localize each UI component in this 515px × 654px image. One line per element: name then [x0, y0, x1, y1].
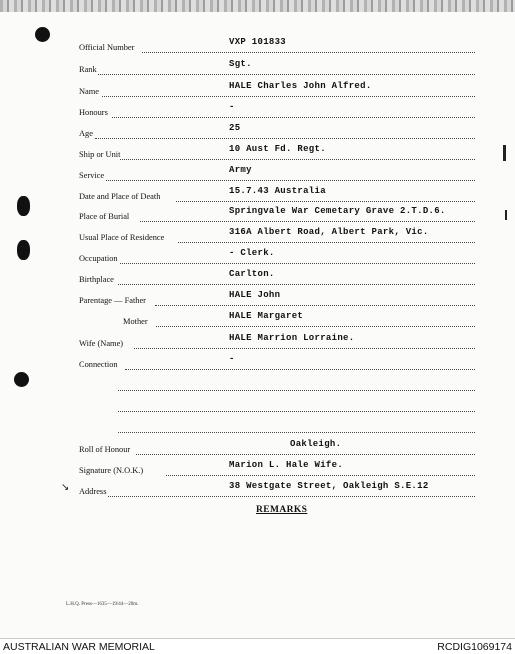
field-value: - — [229, 102, 235, 112]
dotted-line — [112, 117, 475, 118]
dotted-line — [176, 201, 475, 202]
field-label: Mother — [123, 317, 148, 326]
field-label: Wife (Name) — [79, 339, 124, 348]
dotted-line — [125, 369, 475, 370]
field-age — [0, 123, 515, 141]
field-value: - Clerk. — [229, 248, 275, 258]
dotted-line — [118, 432, 475, 433]
field-value: HALE Marrion Lorraine. — [229, 333, 355, 343]
dotted-line — [108, 496, 475, 497]
field-value: Carlton. — [229, 269, 275, 279]
dotted-line — [106, 180, 475, 181]
dotted-line — [98, 74, 475, 75]
field-value: HALE John — [229, 290, 281, 300]
field-value: 15.7.43 Australia — [229, 186, 326, 196]
field-label: Name — [79, 87, 99, 96]
dotted-line — [142, 52, 475, 53]
field-label: Address — [79, 487, 107, 496]
dotted-line — [178, 242, 475, 243]
field-birthplace — [0, 269, 515, 287]
field-value: 316A Albert Road, Albert Park, Vic. — [229, 227, 429, 237]
dotted-line — [136, 454, 475, 455]
field-roll-of-honour — [0, 439, 515, 457]
field-value: Army — [229, 165, 252, 175]
footer-record-id: RCDIG1069174 — [437, 641, 512, 653]
footer-institution: AUSTRALIAN WAR MEMORIAL — [3, 641, 155, 653]
field-ship-or-unit — [0, 144, 515, 162]
field-connection — [0, 354, 515, 372]
field-label: Ship or Unit — [79, 150, 121, 159]
field-address — [0, 481, 515, 499]
field-signature-nok — [0, 460, 515, 478]
field-label: Occupation — [79, 254, 118, 263]
dotted-line — [134, 348, 475, 349]
field-label: Signature (N.O.K.) — [79, 466, 144, 475]
field-label: Age — [79, 129, 93, 138]
field-label: Birthplace — [79, 275, 114, 284]
field-label: Honours — [79, 108, 108, 117]
field-rank — [0, 59, 515, 77]
field-mother — [0, 311, 515, 329]
field-label: Connection — [79, 360, 118, 369]
field-value: Springvale War Cemetary Grave 2.T.D.6. — [229, 206, 446, 216]
field-connection-line-3 — [0, 400, 515, 414]
dotted-line — [156, 326, 475, 327]
field-name — [0, 81, 515, 99]
field-label: Rank — [79, 65, 97, 74]
field-date-place-of-death — [0, 186, 515, 204]
dotted-line — [120, 263, 475, 264]
field-official-number — [0, 37, 515, 55]
remarks-heading: REMARKS — [256, 505, 308, 515]
field-label: Parentage — Father — [79, 296, 146, 305]
field-value: 10 Aust Fd. Regt. — [229, 144, 326, 154]
printer-line: L.H.Q. Press—1635—19/44—20m. — [66, 602, 139, 607]
field-value: - — [229, 354, 235, 364]
field-value: HALE Charles John Alfred. — [229, 81, 372, 91]
punch-hole-top — [35, 27, 50, 42]
dotted-line — [102, 96, 475, 97]
field-label: Place of Burial — [79, 212, 130, 221]
dotted-line — [118, 284, 475, 285]
field-place-of-burial — [0, 206, 515, 224]
scan-edge-band — [0, 0, 515, 12]
margin-arrow-mark: ↘ — [61, 482, 70, 493]
field-value: VXP 101833 — [229, 37, 287, 47]
archive-footer — [0, 638, 515, 654]
dotted-line — [118, 390, 475, 391]
dotted-line — [120, 159, 475, 160]
field-connection-line-2 — [0, 379, 515, 393]
field-value: 38 Westgate Street, Oakleigh S.E.12 — [229, 481, 429, 491]
dotted-line — [118, 411, 475, 412]
field-label: Roll of Honour — [79, 445, 131, 454]
dotted-line — [155, 305, 475, 306]
field-label: Service — [79, 171, 105, 180]
field-value: Marion L. Hale Wife. — [229, 460, 344, 470]
dotted-line — [140, 221, 475, 222]
field-value: 25 — [229, 123, 241, 133]
dotted-line — [166, 475, 475, 476]
field-label: Usual Place of Residence — [79, 233, 165, 242]
dotted-line — [95, 138, 475, 139]
field-occupation — [0, 248, 515, 266]
field-father — [0, 290, 515, 308]
field-service — [0, 165, 515, 183]
field-value: Oakleigh. — [290, 439, 342, 449]
field-wife — [0, 333, 515, 351]
field-connection-line-4 — [0, 421, 515, 435]
field-honours — [0, 102, 515, 120]
field-label: Date and Place of Death — [79, 192, 161, 201]
field-value: Sgt. — [229, 59, 252, 69]
field-value: HALE Margaret — [229, 311, 304, 321]
field-label: Official Number — [79, 43, 135, 52]
field-usual-residence — [0, 227, 515, 245]
